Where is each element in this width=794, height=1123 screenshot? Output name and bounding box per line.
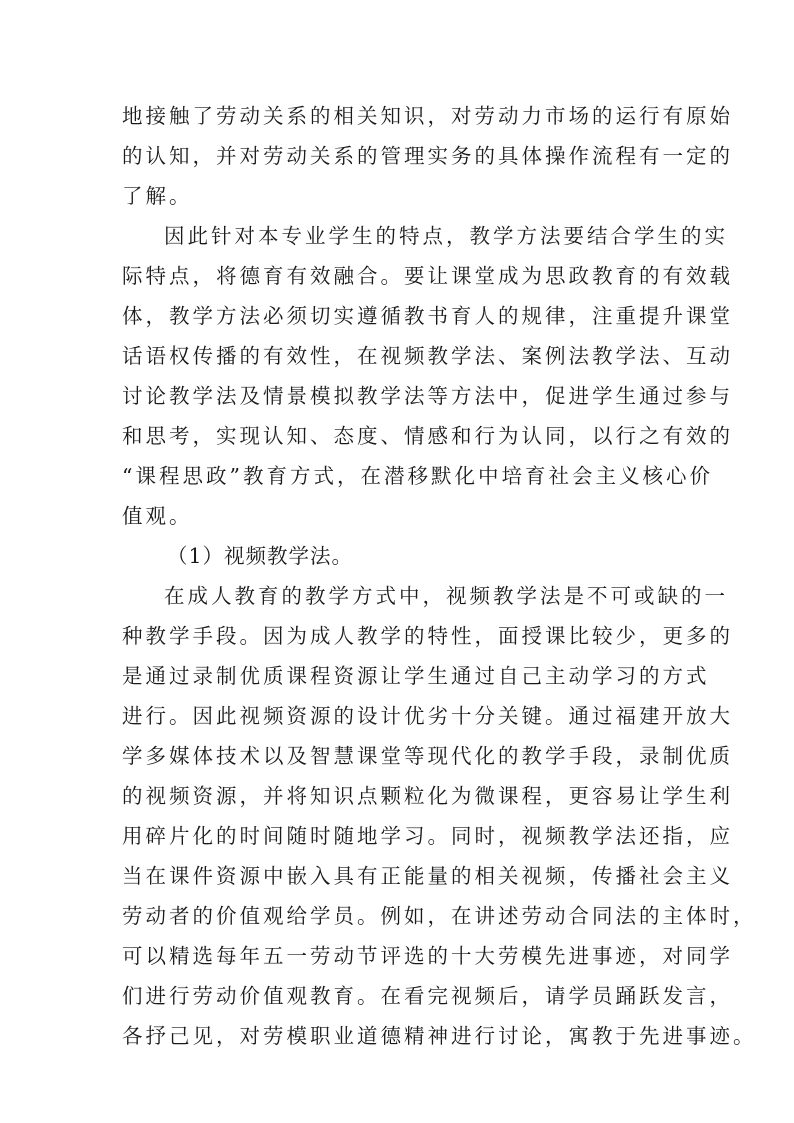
text-line: 们进行劳动价值观教育。在看完视频后，请学员踊跃发言， <box>122 984 733 1008</box>
text-line: 话语权传播的有效性，在视频教学法、案例法教学法、互动 <box>122 344 733 368</box>
text-line: 体，教学方法必须切实遵循教书育人的规律，注重提升课堂 <box>122 304 733 328</box>
text-line: “课程思政”教育方式，在潜移默化中培育社会主义核心价 <box>122 464 713 488</box>
text-line: 学多媒体技术以及智慧课堂等现代化的教学手段，录制优质 <box>122 744 733 768</box>
text-line: 种教学手段。因为成人教学的特性，面授课比较少，更多的 <box>122 624 733 648</box>
text-line: 的认知，并对劳动关系的管理实务的具体操作流程有一定的 <box>122 144 733 168</box>
text-line: 是通过录制优质课程资源让学生通过自己主动学习的方式 <box>122 664 710 688</box>
text-line: 的视频资源，并将知识点颗粒化为微课程，更容易让学生利 <box>122 784 733 808</box>
text-line: 际特点，将德育有效融合。要让课堂成为思政教育的有效载 <box>122 264 733 288</box>
text-line: 用碎片化的时间随时随地学习。同时，视频教学法还指，应 <box>122 824 733 848</box>
body-text <box>122 96 757 1056</box>
text-line: 了解。 <box>122 184 193 208</box>
text-line: 进行。因此视频资源的设计优劣十分关键。通过福建开放大 <box>122 704 733 728</box>
text-line: 讨论教学法及情景模拟教学法等方法中，促进学生通过参与 <box>122 384 733 408</box>
section-heading: （1）视频教学法。 <box>167 544 354 568</box>
text-line: 地接触了劳动关系的相关知识，对劳动力市场的运行有原始 <box>122 104 733 128</box>
text-line: 各抒己见，对劳模职业道德精神进行讨论，寓教于先进事迹。 <box>122 1024 757 1048</box>
text-line: 和思考，实现认知、态度、情感和行为认同，以行之有效的 <box>122 424 733 448</box>
text-line: 劳动者的价值观给学员。例如，在讲述劳动合同法的主体时， <box>122 904 757 928</box>
paragraph-start-line: 在成人教育的教学方式中，视频教学法是不可或缺的一 <box>164 584 728 608</box>
text-line: 值观。 <box>122 504 193 528</box>
text-line: 当在课件资源中嵌入具有正能量的相关视频，传播社会主义 <box>122 864 733 888</box>
text-line: 可以精选每年五一劳动节评选的十大劳模先进事迹，对同学 <box>122 944 733 968</box>
paragraph-start-line: 因此针对本专业学生的特点，教学方法要结合学生的实 <box>164 224 728 248</box>
